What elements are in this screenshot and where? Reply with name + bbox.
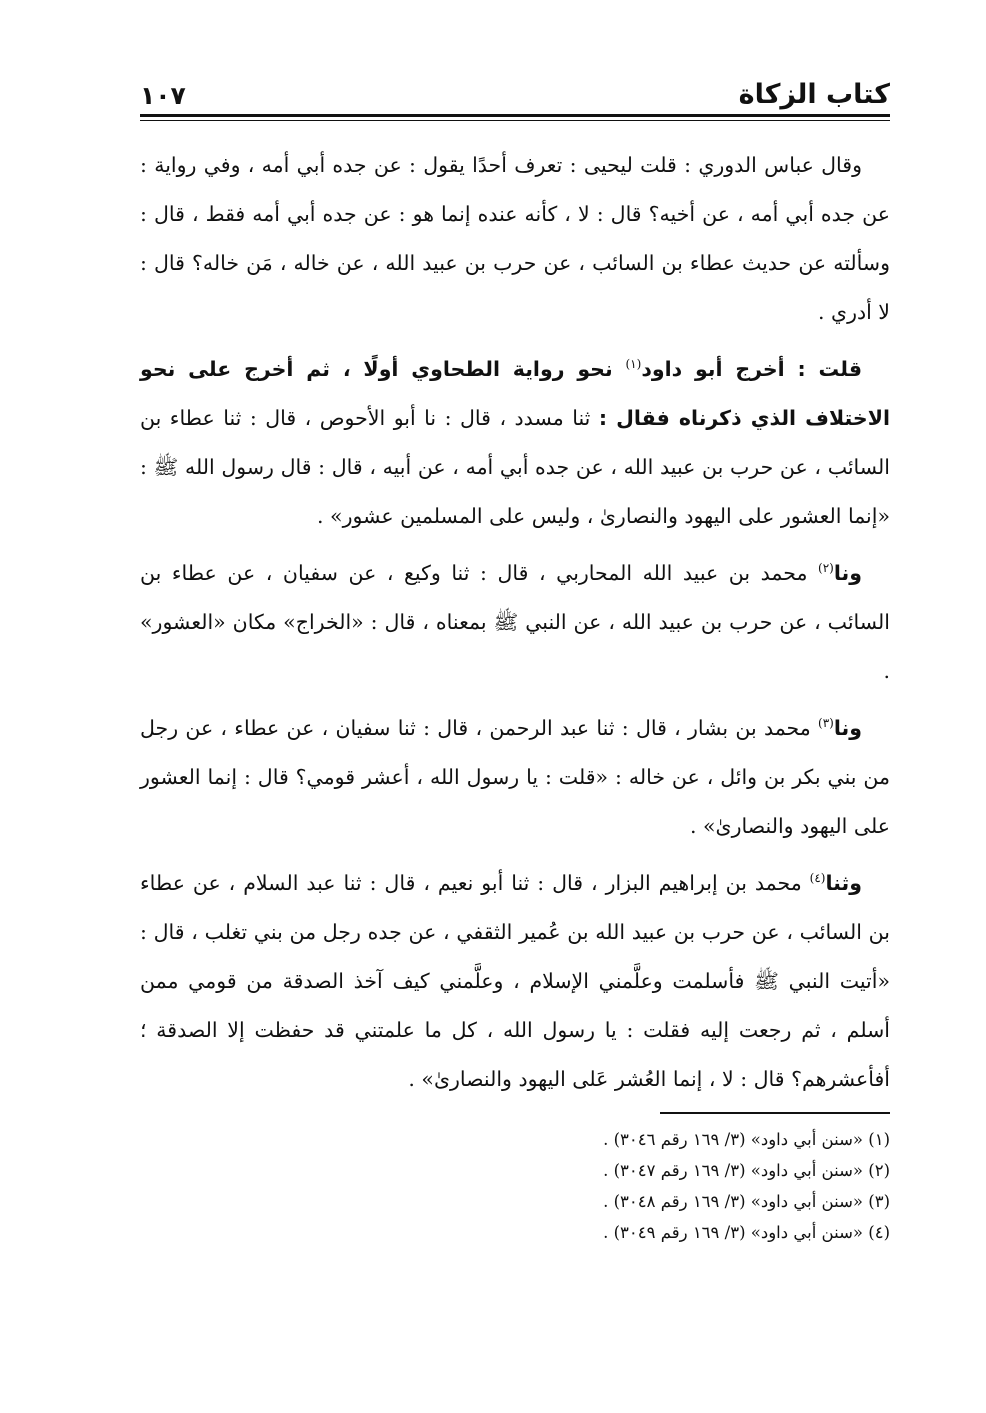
main-text xyxy=(140,141,890,1104)
chapter-title: كتاب الزكاة xyxy=(738,79,890,110)
footnote-4: (٤) «سنن أبي داود» (٣/ ١٦٩ رقم ٣٠٤٩) . xyxy=(603,1223,890,1242)
paragraph-text: محمد بن بشار ، قال : ثنا عبد الرحمن ، قال : ثنا سفيان ، عن عطاء ، عن رجل من بني بكر بن وائل ، عن خاله : «قلت : يا رسول الله ، أعشر قومي؟ قال : إنما العشور على اليهود والنصارىٰ» . xyxy=(140,716,890,838)
running-header xyxy=(140,64,890,112)
header-rule-thick xyxy=(140,114,890,117)
paragraph-4 xyxy=(140,704,890,851)
footnote-3: (٣) «سنن أبي داود» (٣/ ١٦٩ رقم ٣٠٤٨) . xyxy=(603,1192,890,1211)
paragraph-2 xyxy=(140,345,890,541)
footnotes xyxy=(140,1124,890,1248)
paragraph-5 xyxy=(140,859,890,1104)
paragraph-bold-lead: قلت : أخرج أبو داود xyxy=(641,357,863,381)
paragraph-text: وقال عباس الدوري : قلت ليحيى : تعرف أحدًا يقول : عن جده أبي أمه ، وفي رواية : عن جده أبي أمه ، عن أخيه؟ قال : لا ، كأنه عنده إنما هو : عن جده أبي أمه فقط ، قال : وسألته عن حديث عطاء بن السائب ، عن حرب بن عبيد الله ، عن خاله ، مَن خاله؟ قال : لا أدري . xyxy=(140,153,890,324)
footnote-1: (١) «سنن أبي داود» (٣/ ١٦٩ رقم ٣٠٤٦) . xyxy=(603,1130,890,1149)
book-page xyxy=(140,64,890,1364)
footnote-marker: (٤) xyxy=(809,871,826,886)
paragraph-text: محمد بن عبيد الله المحاربي ، قال : ثنا وكيع ، عن سفيان ، عن عطاء بن السائب ، عن حرب بن عبيد الله ، عن النبي ﷺ بمعناه ، قال : «الخراج» مكان «العشور» . xyxy=(140,561,890,683)
footnote-separator xyxy=(660,1112,890,1114)
footnote-marker: (١) xyxy=(625,357,642,372)
paragraph-bold-continuation: نحو رواية الطحاوي أولًا ، ثم أخرج على نحو الاختلاف الذي ذكرناه فقال : xyxy=(140,357,890,430)
paragraph-lead-word: ونا xyxy=(833,561,862,585)
paragraph-text: ثنا مسدد ، قال : نا أبو الأحوص ، قال : ثنا عطاء بن السائب ، عن حرب بن عبيد الله ، عن جده أبي أمه ، عن أبيه ، قال : قال رسول الله ﷺ : «إنما العشور على اليهود والنصارىٰ ، وليس على المسلمين عشور» . xyxy=(140,406,890,528)
page-number: ١٠٧ xyxy=(140,81,186,110)
paragraph-1 xyxy=(140,141,890,337)
footnote-marker: (٢) xyxy=(818,561,834,576)
footnote-marker: (٣) xyxy=(818,716,834,731)
header-rule-thin xyxy=(140,120,890,121)
paragraph-lead-word: وثنا xyxy=(825,871,862,895)
paragraph-3 xyxy=(140,549,890,696)
paragraph-lead-word: ونا xyxy=(833,716,862,740)
footnote-2: (٢) «سنن أبي داود» (٣/ ١٦٩ رقم ٣٠٤٧) . xyxy=(603,1161,890,1180)
paragraph-text: محمد بن إبراهيم البزار ، قال : ثنا أبو نعيم ، قال : ثنا عبد السلام ، عن عطاء بن السائب ، عن حرب بن عبيد الله بن عُمير الثقفي ، عن جده رجل من بني تغلب ، قال : «أتيت النبي ﷺ فأسلمت وعلَّمني الإسلام ، وعلَّمني كيف آخذ الصدقة من قومي ممن أسلم ، ثم رجعت إليه فقلت : يا رسول الله ، كل ما علمتني قد حفظت إلا الصدقة ؛ أفأعشرهم؟ قال : لا ، إنما العُشر عَلى اليهود والنصارىٰ» . xyxy=(140,871,890,1091)
